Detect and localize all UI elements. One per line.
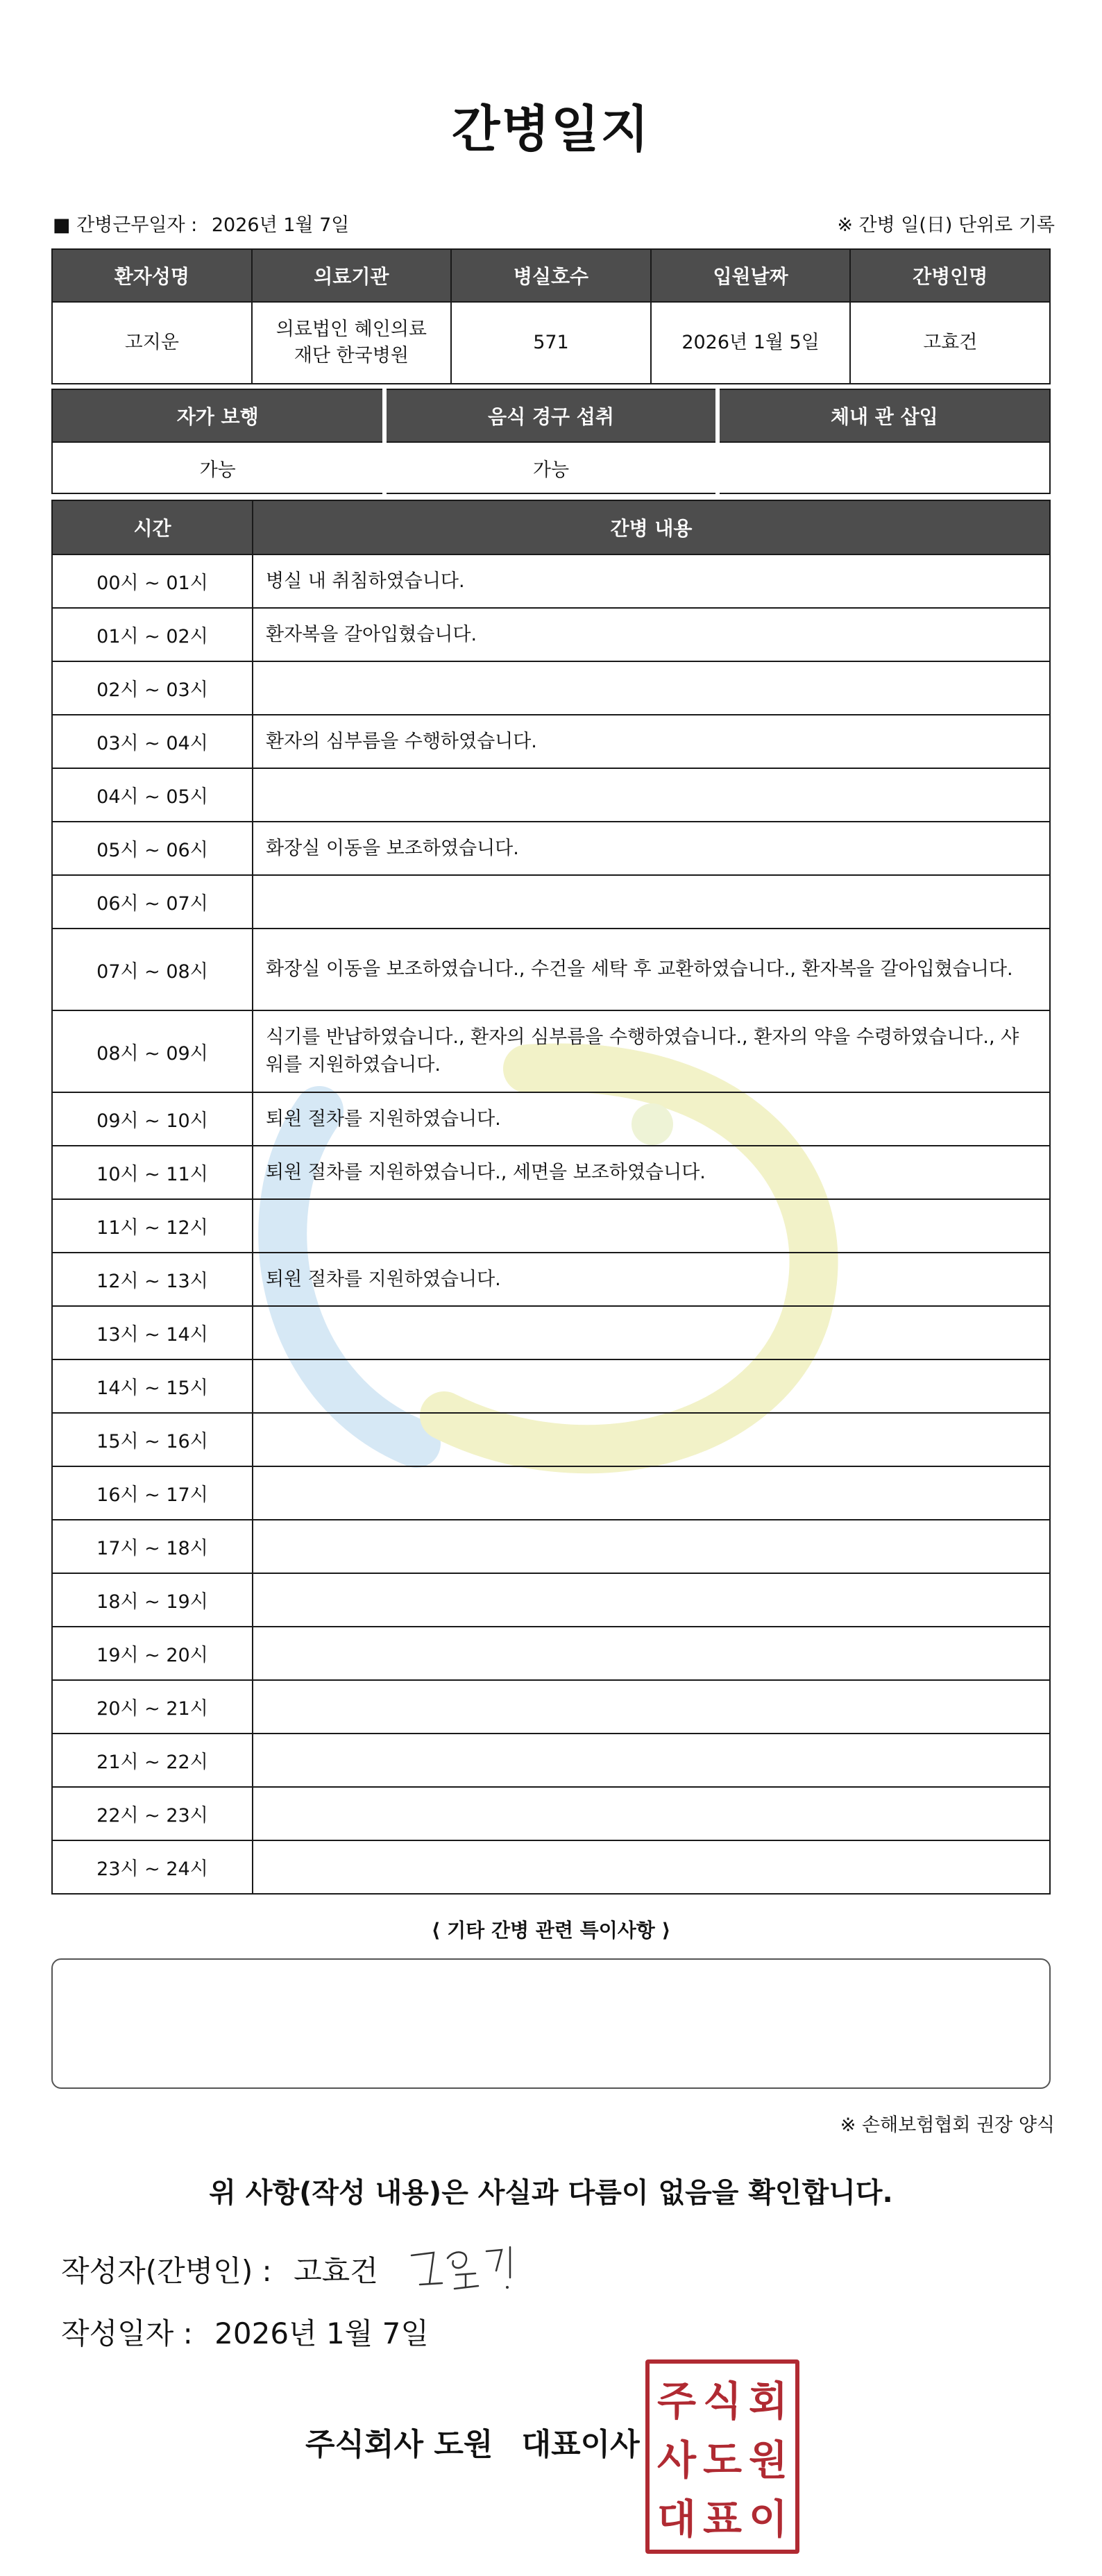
row-care-content: 병실 내 취침하였습니다.	[253, 554, 1050, 608]
row-time: 20시 ~ 21시	[52, 1680, 253, 1734]
header-tube-insertion: 체내 관 삽입	[718, 389, 1050, 442]
row-care-content	[253, 1199, 1050, 1253]
table-row	[52, 1466, 1050, 1520]
header-care-content: 간병 내용	[253, 500, 1050, 554]
work-date-value: 2026년 1월 7일	[211, 214, 350, 236]
row-time: 11시 ~ 12시	[52, 1199, 253, 1253]
header-time: 시간	[52, 500, 253, 554]
tube-insertion-value	[718, 442, 1050, 493]
row-time: 21시 ~ 22시	[52, 1734, 253, 1787]
care-log-table	[51, 500, 1051, 1895]
form-source-note: ※ 손해보험협회 권장 양식	[840, 2115, 1055, 2136]
written-date-value: 2026년 1월 7일	[214, 2316, 429, 2350]
patient-name: 고지운	[52, 302, 252, 384]
row-time: 10시 ~ 11시	[52, 1146, 253, 1199]
row-care-content: 환자복을 갈아입혔습니다.	[253, 608, 1050, 661]
self-walking-value: 가능	[52, 442, 384, 493]
table-row	[52, 1734, 1050, 1787]
seal-character: 식	[702, 2377, 743, 2425]
seal-character: 원	[748, 2436, 788, 2484]
row-care-content	[253, 1573, 1050, 1627]
company-name: 주식회사 도원	[305, 2427, 493, 2462]
seal-character: 주	[656, 2377, 697, 2425]
caregiver-name: 고효건	[850, 302, 1050, 384]
writer-line	[61, 2248, 378, 2290]
table-row	[52, 1680, 1050, 1734]
row-time: 00시 ~ 01시	[52, 554, 253, 608]
notes-heading: ⟨ 기타 간병 관련 특이사항 ⟩	[431, 1919, 671, 1942]
row-care-content: 환자의 심부름을 수행하였습니다.	[253, 715, 1050, 768]
row-care-content	[253, 875, 1050, 929]
header-room: 병실호수	[451, 249, 651, 302]
row-time: 17시 ~ 18시	[52, 1520, 253, 1573]
table-row	[52, 1573, 1050, 1627]
row-care-content	[253, 1627, 1050, 1680]
row-time: 05시 ~ 06시	[52, 822, 253, 875]
row-care-content	[253, 1306, 1050, 1359]
seal-character: 도	[702, 2436, 743, 2484]
seal-character: 사	[656, 2436, 697, 2484]
row-time: 22시 ~ 23시	[52, 1787, 253, 1840]
table-row	[52, 1199, 1050, 1253]
row-care-content	[253, 1413, 1050, 1466]
table-row	[52, 875, 1050, 929]
row-time: 02시 ~ 03시	[52, 661, 253, 715]
row-care-content	[253, 1734, 1050, 1787]
row-care-content: 퇴원 절차를 지원하였습니다., 세면을 보조하였습니다.	[253, 1146, 1050, 1199]
confirmation-statement: 위 사항(작성 내용)은 사실과 다름이 없음을 확인합니다.	[209, 2177, 893, 2209]
row-time: 06시 ~ 07시	[52, 875, 253, 929]
row-care-content: 화장실 이동을 보조하였습니다., 수건을 세탁 후 교환하였습니다., 환자복을 갈아입혔습니다.	[253, 929, 1050, 1010]
admission-date: 2026년 1월 5일	[651, 302, 851, 384]
row-time: 16시 ~ 17시	[52, 1466, 253, 1520]
table-row	[52, 1359, 1050, 1413]
row-care-content	[253, 1840, 1050, 1894]
row-care-content	[253, 1359, 1050, 1413]
patient-info-table	[51, 248, 1051, 384]
signature-icon	[406, 2235, 524, 2297]
written-date-label: 작성일자 :	[61, 2316, 193, 2350]
row-care-content: 화장실 이동을 보조하였습니다.	[253, 822, 1050, 875]
row-time: 07시 ~ 08시	[52, 929, 253, 1010]
writer-name: 고효건	[294, 2254, 378, 2288]
header-patient-name: 환자성명	[52, 249, 252, 302]
row-time: 14시 ~ 15시	[52, 1359, 253, 1413]
seal-character: 이	[748, 2496, 788, 2543]
row-care-content	[253, 1787, 1050, 1840]
row-time: 23시 ~ 24시	[52, 1840, 253, 1894]
row-care-content	[253, 768, 1050, 822]
table-row	[52, 608, 1050, 661]
header-admission-date: 입원날짜	[651, 249, 851, 302]
row-care-content: 퇴원 절차를 지원하였습니다.	[253, 1092, 1050, 1146]
row-care-content	[253, 1680, 1050, 1734]
company-line	[305, 2419, 640, 2464]
seal-character: 표	[702, 2496, 743, 2543]
row-time: 09시 ~ 10시	[52, 1092, 253, 1146]
table-row	[52, 1787, 1050, 1840]
header-self-walking: 자가 보행	[52, 389, 384, 442]
seal-character: 대	[656, 2496, 697, 2543]
table-row	[52, 1306, 1050, 1359]
table-row	[52, 1092, 1050, 1146]
row-care-content: 식기를 반납하였습니다., 환자의 심부름을 수행하였습니다., 환자의 약을 수령하였습니다., 샤워를 지원하였습니다.	[253, 1010, 1050, 1092]
row-care-content	[253, 1466, 1050, 1520]
row-time: 12시 ~ 13시	[52, 1253, 253, 1306]
oral-intake-value: 가능	[384, 442, 717, 493]
table-row	[52, 1010, 1050, 1092]
table-row	[52, 554, 1050, 608]
row-time: 01시 ~ 02시	[52, 608, 253, 661]
header-hospital: 의료기관	[252, 249, 452, 302]
row-time: 04시 ~ 05시	[52, 768, 253, 822]
seal-character: 회	[748, 2377, 788, 2425]
document-title: 간병일지	[451, 100, 651, 158]
table-row	[52, 1253, 1050, 1306]
room-number: 571	[451, 302, 651, 384]
written-date-line	[61, 2311, 429, 2353]
table-row	[52, 822, 1050, 875]
table-row	[52, 661, 1050, 715]
table-row	[52, 1413, 1050, 1466]
company-seal-stamp	[645, 2359, 799, 2554]
notes-content	[53, 1960, 1049, 1988]
table-row	[52, 1146, 1050, 1199]
row-care-content	[253, 661, 1050, 715]
row-time: 18시 ~ 19시	[52, 1573, 253, 1627]
patient-ability-table	[51, 389, 1051, 494]
record-unit-note: ※ 간병 일(日) 단위로 기록	[837, 214, 1055, 236]
work-date	[53, 210, 349, 237]
table-row	[52, 1840, 1050, 1894]
hospital-name: 의료법인 혜인의료 재단 한국병원	[252, 302, 452, 384]
header-oral-intake: 음식 경구 섭취	[384, 389, 717, 442]
row-care-content	[253, 1520, 1050, 1573]
row-time: 15시 ~ 16시	[52, 1413, 253, 1466]
row-time: 03시 ~ 04시	[52, 715, 253, 768]
table-row	[52, 1520, 1050, 1573]
row-time: 13시 ~ 14시	[52, 1306, 253, 1359]
table-row	[52, 768, 1050, 822]
header-caregiver-name: 간병인명	[850, 249, 1050, 302]
notes-box	[51, 1958, 1051, 2089]
row-time: 19시 ~ 20시	[52, 1627, 253, 1680]
row-time: 08시 ~ 09시	[52, 1010, 253, 1092]
table-row	[52, 715, 1050, 768]
company-title: 대표이사	[521, 2427, 640, 2462]
work-date-label: ■ 간병근무일자 :	[53, 214, 198, 236]
writer-label: 작성자(간병인) :	[61, 2254, 272, 2288]
table-row	[52, 929, 1050, 1010]
table-row	[52, 1627, 1050, 1680]
row-care-content: 퇴원 절차를 지원하였습니다.	[253, 1253, 1050, 1306]
